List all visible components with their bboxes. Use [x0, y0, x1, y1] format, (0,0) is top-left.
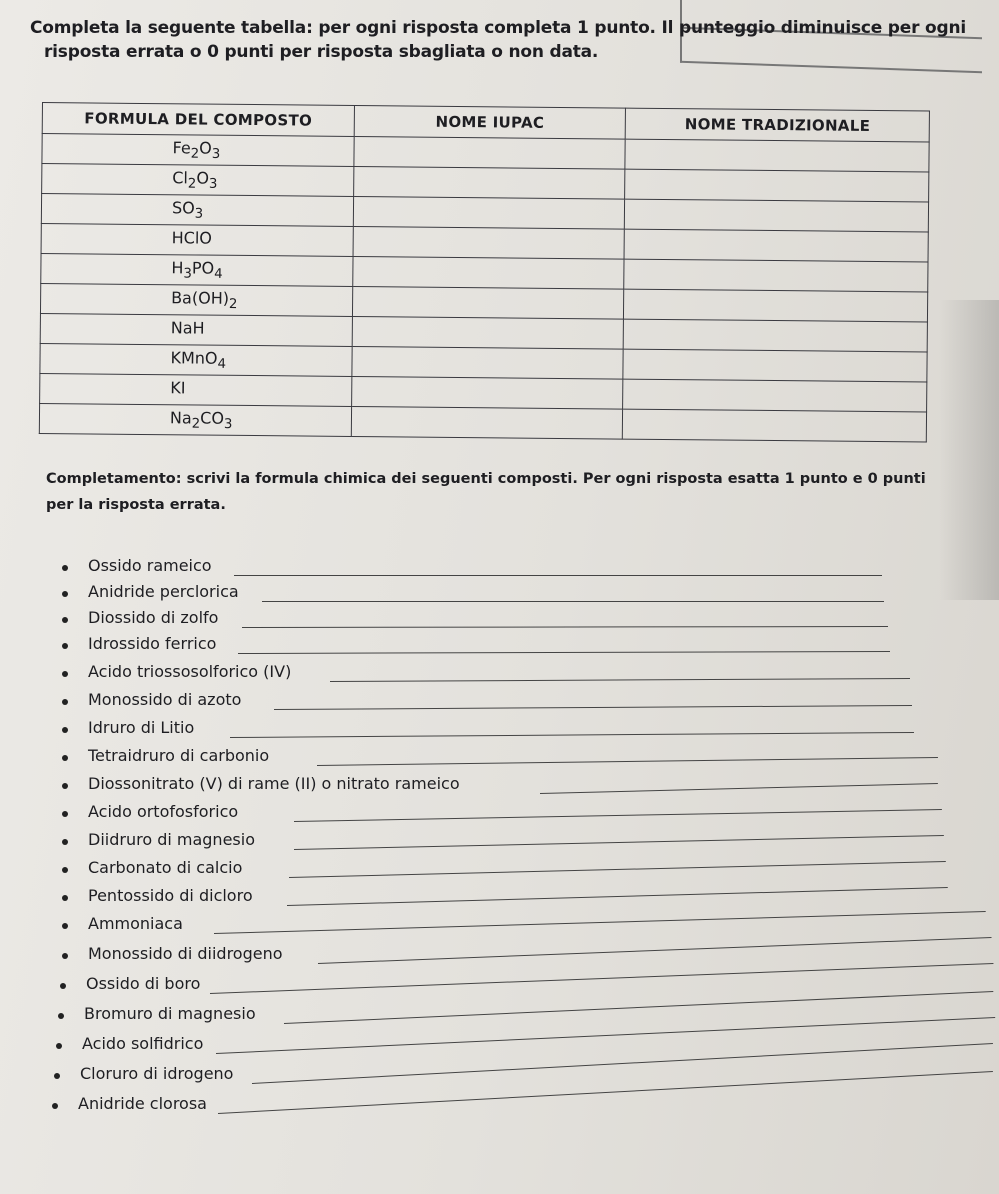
answer-line[interactable] [214, 911, 986, 934]
bullet-icon [56, 1043, 62, 1049]
formula-subscript: 2 [187, 176, 197, 192]
answer-line[interactable] [317, 757, 938, 766]
traditional-answer-cell[interactable] [623, 349, 927, 382]
iupac-answer-cell[interactable] [353, 166, 625, 199]
bullet-icon [62, 727, 68, 733]
formula-text: KI [170, 378, 186, 398]
iupac-answer-cell[interactable] [353, 196, 625, 229]
formula-subscript: 3 [183, 266, 192, 282]
formula-text: Cl [172, 168, 188, 188]
answer-line[interactable] [234, 575, 882, 576]
bullet-icon [62, 617, 68, 623]
list-item [62, 746, 992, 772]
bullet-icon [62, 565, 68, 571]
compound-table [39, 102, 930, 443]
bullet-icon [62, 699, 68, 705]
iupac-answer-cell[interactable] [352, 346, 624, 379]
list-item [60, 974, 990, 1000]
bullet-icon [62, 953, 68, 959]
formula-cell [40, 373, 352, 406]
traditional-answer-cell[interactable] [623, 409, 927, 442]
compound-name: Anidride clorosa [78, 1094, 207, 1113]
list-item [62, 608, 992, 634]
formula-text: O [196, 168, 210, 188]
list-item [62, 858, 992, 884]
header-traditional: NOME TRADIZIONALE [625, 108, 929, 142]
list-item [62, 690, 992, 716]
compound-name: Cloruro di idrogeno [80, 1064, 234, 1083]
list-item [62, 582, 992, 608]
list-item [62, 944, 992, 970]
answer-line[interactable] [230, 732, 914, 738]
formula-cell [41, 194, 353, 227]
bullet-icon [62, 755, 68, 761]
list-item [62, 802, 992, 828]
answer-line[interactable] [294, 835, 944, 850]
traditional-answer-cell[interactable] [625, 139, 929, 172]
answer-line[interactable] [287, 887, 948, 906]
formula-text: NaH [170, 318, 205, 338]
list-item [58, 1004, 988, 1030]
compound-name: Idruro di Litio [88, 718, 195, 737]
compound-name: Bromuro di magnesio [84, 1004, 256, 1023]
compound-name: Acido triossosolforico (IV) [88, 662, 292, 681]
compound-name: Ammoniaca [88, 914, 183, 933]
formula-subscript: 2 [190, 146, 200, 162]
formula-subscript: 3 [194, 206, 204, 222]
compound-name: Pentossido di dicloro [88, 886, 253, 905]
bullet-icon [62, 783, 68, 789]
compound-name: Acido solfidrico [82, 1034, 204, 1053]
header-iupac: NOME IUPAC [354, 105, 626, 139]
formula-text: PO [191, 258, 215, 278]
iupac-answer-cell[interactable] [353, 226, 625, 259]
formula-cell [42, 164, 354, 197]
traditional-answer-cell[interactable] [623, 319, 927, 352]
formula-subscript: 3 [211, 146, 221, 162]
list-item [56, 1034, 986, 1060]
answer-line[interactable] [289, 861, 946, 878]
answer-line[interactable] [294, 809, 942, 822]
iupac-answer-cell[interactable] [351, 406, 623, 439]
iupac-answer-cell[interactable] [354, 136, 626, 169]
traditional-answer-cell[interactable] [625, 199, 929, 232]
compound-name: Tetraidruro di carbonio [88, 746, 270, 765]
bullet-icon [62, 591, 68, 597]
header-formula: FORMULA DEL COMPOSTO [42, 103, 354, 137]
compound-name: Acido ortofosforico [88, 802, 239, 821]
bullet-icon [60, 983, 66, 989]
iupac-answer-cell[interactable] [352, 286, 624, 319]
answer-line[interactable] [262, 601, 884, 602]
list-item [62, 718, 992, 744]
bullet-icon [62, 643, 68, 649]
bullet-icon [62, 895, 68, 901]
list-item [62, 662, 992, 688]
instructions-line-1: Completa la seguente tabella: per ogni risposta completa 1 punto. Il punteggio diminuisce per ogni [30, 18, 966, 38]
answer-line[interactable] [330, 678, 910, 682]
formula-subscript: 4 [214, 266, 223, 282]
traditional-answer-cell[interactable] [624, 289, 928, 322]
formula-subscript: 3 [223, 416, 233, 432]
iupac-answer-cell[interactable] [352, 316, 624, 349]
page-edge-shadow [939, 300, 999, 600]
formula-text: HClO [171, 228, 213, 248]
compound-name: Idrossido ferrico [88, 634, 217, 653]
formula-cell [40, 283, 352, 316]
formula-cell [41, 223, 353, 256]
list-item [62, 886, 992, 912]
compound-name: Diossonitrato (V) di rame (II) o nitrato rameico [88, 774, 460, 793]
list-item [62, 634, 992, 660]
section-2-instructions: Completamento: scrivi la formula chimica dei seguenti composti. Per ogni risposta esatta 1 punto e 0 punti per la risposta errata. [46, 471, 926, 513]
bullet-icon [62, 923, 68, 929]
compound-name: Anidride perclorica [88, 582, 239, 601]
iupac-answer-cell[interactable] [353, 256, 625, 289]
traditional-answer-cell[interactable] [624, 229, 928, 262]
compound-name: Monossido di azoto [88, 690, 242, 709]
answer-line[interactable] [318, 937, 992, 964]
instructions-line-2: risposta errata o 0 punti per risposta sbagliata o non data. [44, 42, 599, 62]
formula-subscript: 4 [217, 356, 227, 372]
formula-cell [41, 253, 353, 286]
traditional-answer-cell[interactable] [623, 379, 927, 412]
compound-name: Diossido di zolfo [88, 608, 219, 627]
compound-name: Carbonato di calcio [88, 858, 243, 877]
formula-subscript: 2 [228, 296, 238, 312]
formula-text: Na [169, 408, 192, 428]
formula-subscript: 3 [208, 176, 218, 192]
list-item [62, 556, 992, 582]
bullet-icon [54, 1073, 60, 1079]
compound-name: Ossido di boro [86, 974, 201, 993]
traditional-answer-cell[interactable] [625, 169, 929, 202]
compound-name: Ossido rameico [88, 556, 212, 575]
bullet-icon [52, 1103, 58, 1109]
answer-line[interactable] [242, 626, 888, 628]
iupac-answer-cell[interactable] [351, 376, 623, 409]
list-item [54, 1064, 984, 1090]
answer-line[interactable] [274, 705, 912, 710]
traditional-answer-cell[interactable] [624, 259, 928, 292]
formula-text: SO [171, 198, 195, 218]
bullet-icon [62, 839, 68, 845]
bullet-icon [62, 867, 68, 873]
list-item [62, 774, 992, 800]
formula-cell [40, 343, 352, 376]
formula-cell [40, 313, 352, 346]
list-item [62, 914, 992, 940]
formula-cell [42, 134, 354, 167]
formula-text: H [171, 258, 184, 278]
compound-name: Diidruro di magnesio [88, 830, 255, 849]
formula-text: CO [200, 408, 225, 428]
answer-line[interactable] [540, 783, 938, 794]
bullet-icon [58, 1013, 64, 1019]
formula-text: KMnO [170, 348, 218, 368]
formula-subscript: 2 [191, 416, 201, 432]
formula-text: O [199, 138, 212, 158]
formula-text: Ba(OH) [171, 288, 230, 308]
formula-text: Fe [172, 138, 191, 158]
bullet-icon [62, 671, 68, 677]
formula-cell [39, 403, 351, 436]
compound-name: Monossido di diidrogeno [88, 944, 283, 963]
list-item [52, 1094, 982, 1120]
bullet-icon [62, 811, 68, 817]
list-item [62, 830, 992, 856]
answer-line[interactable] [238, 651, 890, 654]
